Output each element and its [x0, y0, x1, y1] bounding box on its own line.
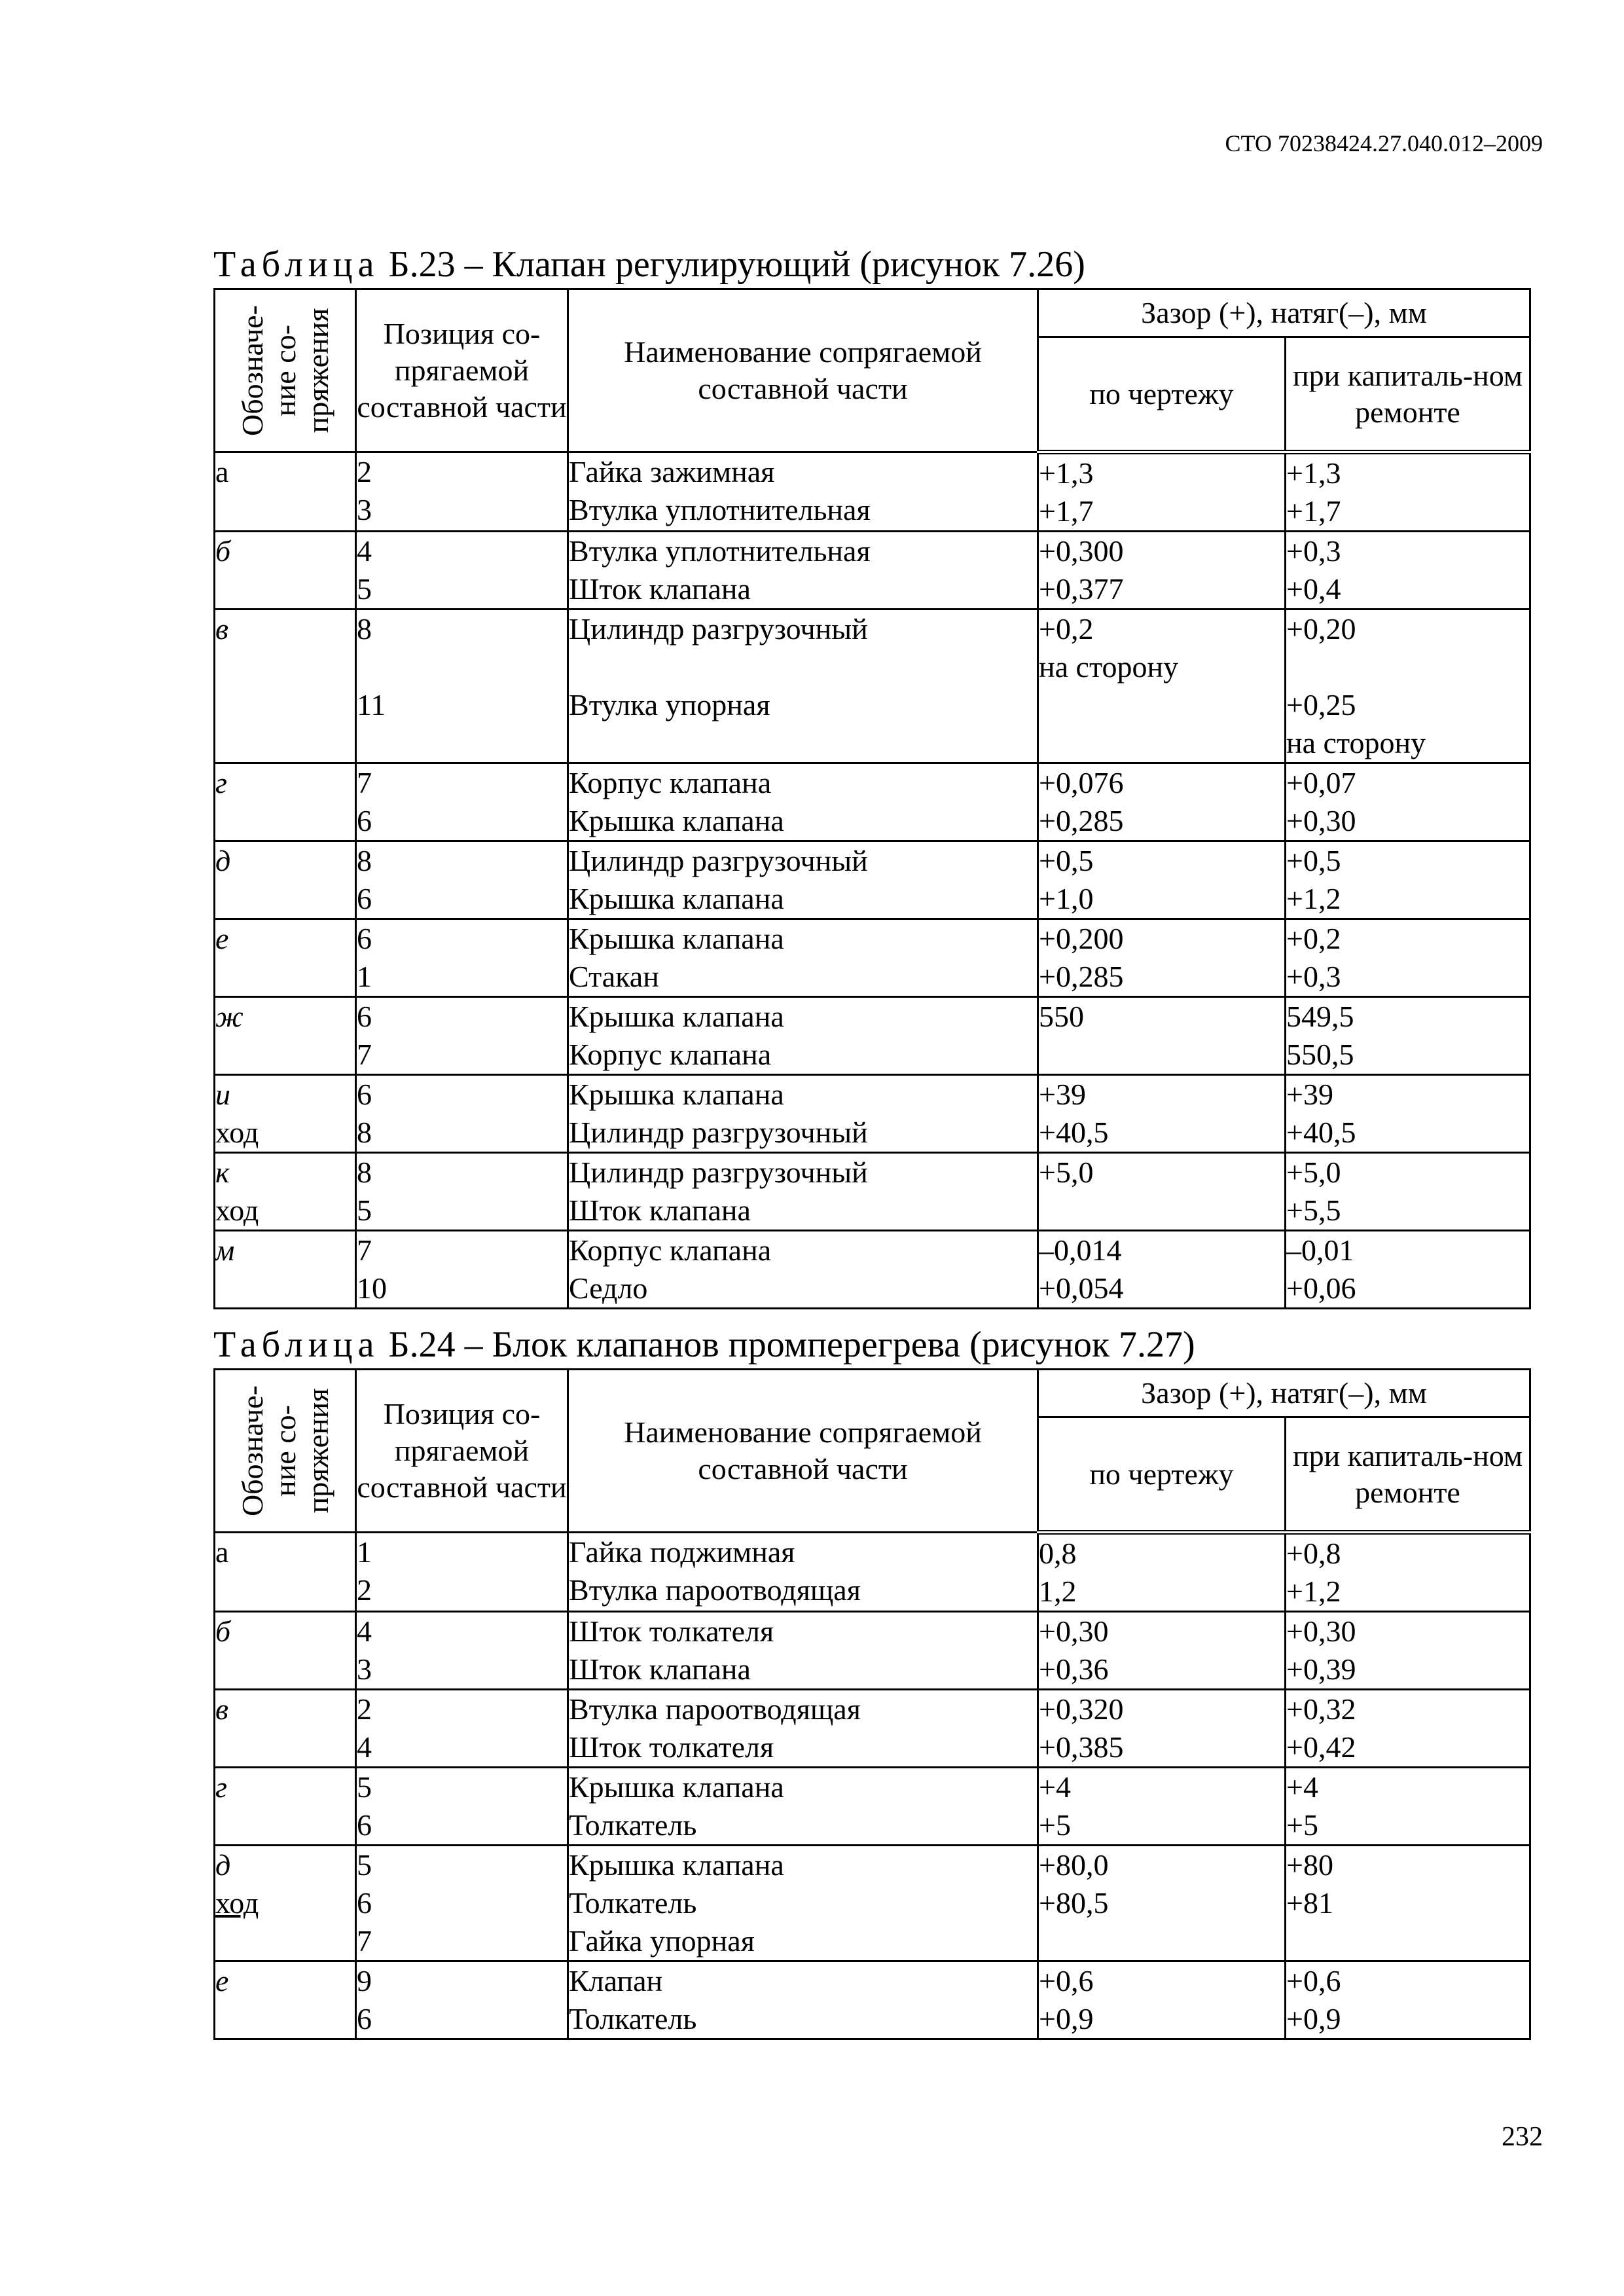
designation-cell — [215, 1846, 356, 1961]
drawing-value-cell — [1038, 452, 1286, 532]
overhaul-value-cell — [1286, 610, 1530, 763]
position-line: 5 — [357, 572, 372, 606]
overhaul-value-cell — [1286, 1075, 1530, 1153]
part-name-cell — [568, 841, 1038, 919]
header-gap: Зазор (+), натяг(–), мм — [1038, 1370, 1530, 1417]
table-row — [215, 1690, 1530, 1768]
part-name-cell — [568, 1612, 1038, 1690]
part-name-cell — [568, 763, 1038, 841]
drawing-value-line: 550 — [1039, 1000, 1084, 1033]
overhaul-value-line: –0,01 — [1286, 1233, 1354, 1267]
designation-letter: б — [215, 1614, 231, 1648]
part-name-cell — [568, 610, 1038, 763]
overhaul-value-line — [1286, 648, 1529, 686]
part-name-line: Толкатель — [569, 2002, 697, 2035]
drawing-value-line: +0,054 — [1039, 1271, 1124, 1305]
position-cell — [356, 1612, 568, 1690]
table-b24 — [213, 1368, 1531, 2040]
designation-cell — [215, 1153, 356, 1231]
position-line: 6 — [357, 804, 372, 837]
position-line: 6 — [357, 882, 372, 915]
drawing-value-line: +0,9 — [1039, 2002, 1094, 2035]
overhaul-value-cell — [1286, 1231, 1530, 1309]
designation-letter: г — [215, 1770, 227, 1804]
position-cell — [356, 610, 568, 763]
drawing-value-line: +0,285 — [1039, 804, 1124, 837]
overhaul-value-line: +1,2 — [1286, 882, 1341, 915]
overhaul-value-line: +0,5 — [1286, 844, 1341, 877]
position-line: 11 — [357, 688, 386, 721]
part-name-line: Корпус клапана — [569, 1038, 772, 1071]
part-name-line: Корпус клапана — [569, 766, 772, 799]
designation-cell — [215, 841, 356, 919]
part-name-line: Толкатель — [569, 1886, 697, 1920]
part-name-cell — [568, 997, 1038, 1075]
table-row — [215, 1961, 1530, 2039]
part-name-line: Клапан — [569, 1964, 663, 1997]
part-name-line: Седло — [569, 1271, 648, 1305]
overhaul-value-line: +0,6 — [1286, 1964, 1341, 1997]
position-line: 8 — [357, 612, 372, 646]
designation-letter: в — [215, 612, 228, 646]
part-name-line: Втулка уплотнительная — [569, 534, 871, 568]
position-line: 8 — [357, 1156, 372, 1189]
drawing-value-line: +39 — [1039, 1078, 1086, 1111]
position-line: 3 — [357, 1652, 372, 1686]
part-name-line: Крышка клапана — [569, 922, 784, 955]
part-name-cell — [568, 919, 1038, 997]
overhaul-value-line: +0,3 — [1286, 960, 1341, 993]
drawing-value-line: +1,7 — [1039, 494, 1094, 528]
drawing-value-line: +0,200 — [1039, 922, 1124, 955]
overhaul-value-line: +0,42 — [1286, 1730, 1356, 1764]
designation-cell — [215, 1961, 356, 2039]
drawing-value-line: +0,285 — [1039, 960, 1124, 993]
overhaul-value-cell — [1286, 997, 1530, 1075]
table-row — [215, 1153, 1530, 1231]
overhaul-value-line: +0,06 — [1286, 1271, 1356, 1305]
position-line: 5 — [357, 1848, 372, 1882]
table-row — [215, 532, 1530, 610]
part-name-line: Крышка клапана — [569, 804, 784, 837]
drawing-value-line: +0,385 — [1039, 1730, 1124, 1764]
drawing-value-line: +4 — [1039, 1770, 1071, 1804]
drawing-value-line: 1,2 — [1039, 1575, 1077, 1608]
overhaul-value-line: +5,5 — [1286, 1194, 1341, 1227]
position-cell — [356, 919, 568, 997]
drawing-value-line: +40,5 — [1039, 1116, 1109, 1149]
position-cell — [356, 1690, 568, 1768]
header-designation: Обозначе-ние со-пряжения — [215, 289, 356, 452]
designation-letter: д — [215, 1848, 231, 1882]
overhaul-value-cell — [1286, 1768, 1530, 1846]
overhaul-value-line: +0,20 — [1286, 612, 1356, 646]
header-by-drawing: по чертежу — [1038, 337, 1286, 452]
part-name-line: Втулка уплотнительная — [569, 493, 871, 526]
part-name-line: Цилиндр разгрузочный — [569, 844, 868, 877]
designation-letter: в — [215, 1692, 228, 1726]
overhaul-value-line: +5,0 — [1286, 1156, 1341, 1189]
part-name-line: Корпус клапана — [569, 1233, 772, 1267]
drawing-value-cell — [1038, 1961, 1286, 2039]
part-name-line: Цилиндр разгрузочный — [569, 1156, 868, 1189]
drawing-value-line: +0,300 — [1039, 534, 1124, 568]
drawing-value-line: +1,3 — [1039, 456, 1094, 490]
header-position: Позиция со-прягаемой составной части — [356, 289, 568, 452]
position-line: 6 — [357, 1000, 372, 1033]
overhaul-value-line: +0,3 — [1286, 534, 1341, 568]
drawing-value-cell — [1038, 1612, 1286, 1690]
designation-cell — [215, 1533, 356, 1612]
table-row — [215, 1231, 1530, 1309]
designation-letter: д — [215, 844, 231, 877]
overhaul-value-line: +0,07 — [1286, 766, 1356, 799]
table-b24-caption-prefix: Таблица — [213, 1324, 380, 1365]
drawing-value-line: +0,6 — [1039, 1964, 1094, 1997]
drawing-value-line: на сторону — [1039, 650, 1179, 683]
position-line: 6 — [357, 1886, 372, 1920]
part-name-line: Гайка поджимная — [569, 1535, 795, 1569]
part-name-line: Цилиндр разгрузочный — [569, 612, 868, 646]
header-position: Позиция со-прягаемой составной части — [356, 1370, 568, 1533]
overhaul-value-line — [1286, 1922, 1529, 1960]
position-line: 3 — [357, 493, 372, 526]
part-name-line: Шток клапана — [569, 1652, 751, 1686]
position-cell — [356, 1846, 568, 1961]
page-number: 232 — [1502, 2122, 1543, 2152]
drawing-value-cell — [1038, 1533, 1286, 1612]
overhaul-value-line: +0,25 — [1286, 688, 1356, 721]
position-line: 10 — [357, 1271, 387, 1305]
part-name-line: Толкатель — [569, 1808, 697, 1842]
designation-letter: м — [215, 1233, 235, 1267]
position-line: 9 — [357, 1964, 372, 1997]
drawing-value-cell — [1038, 610, 1286, 763]
position-line: 4 — [357, 1730, 372, 1764]
designation-cell — [215, 997, 356, 1075]
overhaul-value-cell — [1286, 1533, 1530, 1612]
overhaul-value-line: +81 — [1286, 1886, 1333, 1920]
designation-letter: б — [215, 534, 231, 568]
overhaul-value-line: +5 — [1286, 1808, 1318, 1842]
position-line — [357, 724, 567, 762]
part-name-line: Гайка упорная — [569, 1924, 755, 1958]
position-line: 8 — [357, 1116, 372, 1149]
drawing-value-line: +0,30 — [1039, 1614, 1109, 1648]
part-name-line: Стакан — [569, 960, 659, 993]
designation-letter: е — [215, 1964, 229, 1997]
table-b24-caption-text: Б.24 – Блок клапанов промперегрева (рисунок 7.27) — [379, 1324, 1195, 1365]
part-name-cell — [568, 452, 1038, 532]
table-b23 — [213, 288, 1531, 1309]
drawing-value-cell — [1038, 1846, 1286, 1961]
overhaul-value-line: +0,30 — [1286, 1614, 1356, 1648]
designation-cell — [215, 919, 356, 997]
overhaul-value-line: +0,9 — [1286, 2002, 1341, 2035]
drawing-value-line: +0,36 — [1039, 1652, 1109, 1686]
table-row — [215, 997, 1530, 1075]
drawing-value-line: +0,2 — [1039, 612, 1094, 646]
drawing-value-line: +0,076 — [1039, 766, 1124, 799]
position-line: 8 — [357, 844, 372, 877]
part-name-line: Крышка клапана — [569, 1000, 784, 1033]
position-line: 7 — [357, 1924, 372, 1958]
overhaul-value-cell — [1286, 1690, 1530, 1768]
position-line: 1 — [357, 1535, 372, 1569]
drawing-value-cell — [1038, 1153, 1286, 1231]
overhaul-value-line: +0,39 — [1286, 1652, 1356, 1686]
designation-cell — [215, 1231, 356, 1309]
drawing-value-cell — [1038, 1768, 1286, 1846]
position-cell — [356, 763, 568, 841]
drawing-value-cell — [1038, 1690, 1286, 1768]
overhaul-value-line: +4 — [1286, 1770, 1318, 1804]
drawing-value-line — [1039, 1922, 1284, 1960]
overhaul-value-cell — [1286, 1612, 1530, 1690]
drawing-value-line — [1039, 1036, 1284, 1074]
position-cell — [356, 1153, 568, 1231]
header-designation: Обозначе-ние со-пряжения — [215, 1370, 356, 1533]
overhaul-value-line: +0,4 — [1286, 572, 1341, 606]
position-line — [357, 648, 567, 686]
position-line: 1 — [357, 960, 372, 993]
designation-stroke-label: ход — [215, 1886, 259, 1920]
table-row — [215, 1768, 1530, 1846]
table-row — [215, 1075, 1530, 1153]
position-line: 5 — [357, 1770, 372, 1804]
drawing-value-line: +5 — [1039, 1808, 1071, 1842]
position-cell — [356, 452, 568, 532]
part-name-cell — [568, 1846, 1038, 1961]
position-line: 7 — [357, 1233, 372, 1267]
overhaul-value-cell — [1286, 1153, 1530, 1231]
position-line: 2 — [357, 1692, 372, 1726]
designation-cell — [215, 452, 356, 532]
table-row — [215, 919, 1530, 997]
position-cell — [356, 1533, 568, 1612]
part-name-line: Крышка клапана — [569, 882, 784, 915]
designation-stroke-label: ход — [215, 1194, 259, 1227]
position-cell — [356, 841, 568, 919]
designation-cell — [215, 1075, 356, 1153]
part-name-line: Шток клапана — [569, 572, 751, 606]
designation-letter: и — [215, 1078, 230, 1111]
header-name: Наименование сопрягаемой составной части — [568, 1370, 1038, 1533]
table-row — [215, 1612, 1530, 1690]
overhaul-value-line: +39 — [1286, 1078, 1333, 1111]
part-name-line: Гайка зажимная — [569, 455, 775, 488]
overhaul-value-cell — [1286, 452, 1530, 532]
overhaul-value-cell — [1286, 763, 1530, 841]
drawing-value-cell — [1038, 919, 1286, 997]
table-row — [215, 763, 1530, 841]
drawing-value-line: +80,0 — [1039, 1848, 1109, 1882]
part-name-line: Втулка пароотводящая — [569, 1573, 861, 1607]
designation-cell — [215, 763, 356, 841]
overhaul-value-line: +80 — [1286, 1848, 1333, 1882]
part-name-cell — [568, 1768, 1038, 1846]
position-line: 7 — [357, 766, 372, 799]
designation-letter: а — [215, 1535, 229, 1569]
drawing-value-cell — [1038, 1075, 1286, 1153]
position-line: 6 — [357, 1078, 372, 1111]
part-name-cell — [568, 1533, 1038, 1612]
drawing-value-line: +80,5 — [1039, 1886, 1109, 1920]
overhaul-value-line: 549,5 — [1286, 1000, 1354, 1033]
position-line: 2 — [357, 1573, 372, 1607]
table-b23-caption — [213, 244, 1085, 285]
designation-cell — [215, 1768, 356, 1846]
part-name-line: Цилиндр разгрузочный — [569, 1116, 868, 1149]
header-gap: Зазор (+), натяг(–), мм — [1038, 289, 1530, 337]
part-name-line: Крышка клапана — [569, 1078, 784, 1111]
table-row — [215, 841, 1530, 919]
position-line: 4 — [357, 534, 372, 568]
part-name-cell — [568, 1153, 1038, 1231]
table-row — [215, 610, 1530, 763]
drawing-value-line: +5,0 — [1039, 1156, 1094, 1189]
part-name-line: Шток толкателя — [569, 1730, 774, 1764]
designation-letter: а — [215, 455, 229, 488]
table-row — [215, 1846, 1530, 1961]
part-name-cell — [568, 1690, 1038, 1768]
part-name-cell — [568, 1231, 1038, 1309]
part-name-line: Крышка клапана — [569, 1848, 784, 1882]
overhaul-value-line: +1,3 — [1286, 456, 1341, 490]
drawing-value-cell — [1038, 1231, 1286, 1309]
table-b23-caption-prefix: Таблица — [213, 244, 380, 285]
designation-letter: г — [215, 766, 227, 799]
position-line: 7 — [357, 1038, 372, 1071]
table-row — [215, 452, 1530, 532]
overhaul-value-cell — [1286, 841, 1530, 919]
part-name-cell — [568, 532, 1038, 610]
table-row — [215, 1533, 1530, 1612]
drawing-value-line: 0,8 — [1039, 1537, 1077, 1570]
part-name-line: Втулка пароотводящая — [569, 1692, 861, 1726]
designation-cell — [215, 532, 356, 610]
designation-stroke-label: ход — [215, 1116, 259, 1149]
overhaul-value-line: +1,2 — [1286, 1575, 1341, 1608]
position-line: 6 — [357, 2002, 372, 2035]
table-b24-caption — [213, 1324, 1195, 1366]
part-name-line: Втулка упорная — [569, 688, 770, 721]
designation-cell — [215, 1690, 356, 1768]
drawing-value-cell — [1038, 763, 1286, 841]
overhaul-value-line: +1,7 — [1286, 494, 1341, 528]
overhaul-value-cell — [1286, 1961, 1530, 2039]
drawing-value-line — [1039, 724, 1284, 762]
header-by-drawing: по чертежу — [1038, 1417, 1286, 1533]
position-cell — [356, 1231, 568, 1309]
position-line: 2 — [357, 455, 372, 488]
position-line: 4 — [357, 1614, 372, 1648]
overhaul-value-cell — [1286, 1846, 1530, 1961]
table-b23-caption-text: Б.23 – Клапан регулирующий (рисунок 7.26) — [379, 244, 1085, 285]
part-name-line — [569, 724, 1037, 762]
document-code: СТО 70238424.27.040.012–2009 — [1225, 130, 1543, 156]
header-overhaul: при капиталь-ном ремонте — [1286, 1417, 1530, 1533]
overhaul-value-line: на сторону — [1286, 726, 1426, 759]
overhaul-value-line: +0,2 — [1286, 922, 1341, 955]
overhaul-value-line: +0,8 — [1286, 1537, 1341, 1570]
drawing-value-cell — [1038, 841, 1286, 919]
drawing-value-line: –0,014 — [1039, 1233, 1122, 1267]
part-name-cell — [568, 1961, 1038, 2039]
overhaul-value-cell — [1286, 919, 1530, 997]
position-line: 5 — [357, 1194, 372, 1227]
part-name-line — [569, 648, 1037, 686]
part-name-cell — [568, 1075, 1038, 1153]
part-name-line: Шток толкателя — [569, 1614, 774, 1648]
designation-cell — [215, 1612, 356, 1690]
header-name: Наименование сопрягаемой составной части — [568, 289, 1038, 452]
position-line: 6 — [357, 922, 372, 955]
position-cell — [356, 532, 568, 610]
position-cell — [356, 1768, 568, 1846]
position-cell — [356, 1961, 568, 2039]
drawing-value-line: +0,5 — [1039, 844, 1094, 877]
designation-letter: е — [215, 922, 229, 955]
designation-letter: к — [215, 1156, 230, 1189]
position-cell — [356, 1075, 568, 1153]
drawing-value-cell — [1038, 997, 1286, 1075]
part-name-line: Крышка клапана — [569, 1770, 784, 1804]
drawing-value-line: +0,320 — [1039, 1692, 1124, 1726]
part-name-line: Шток клапана — [569, 1194, 751, 1227]
drawing-value-cell — [1038, 532, 1286, 610]
overhaul-value-line: 550,5 — [1286, 1038, 1354, 1071]
drawing-value-line — [1039, 686, 1284, 724]
drawing-value-line: +0,377 — [1039, 572, 1124, 606]
overhaul-value-cell — [1286, 532, 1530, 610]
header-overhaul: при капиталь-ном ремонте — [1286, 337, 1530, 452]
designation-cell — [215, 610, 356, 763]
drawing-value-line: +1,0 — [1039, 882, 1094, 915]
position-cell — [356, 997, 568, 1075]
designation-letter: ж — [215, 1000, 244, 1033]
overhaul-value-line: +0,30 — [1286, 804, 1356, 837]
drawing-value-line — [1039, 1192, 1284, 1230]
overhaul-value-line: +0,32 — [1286, 1692, 1356, 1726]
position-line: 6 — [357, 1808, 372, 1842]
overhaul-value-line: +40,5 — [1286, 1116, 1356, 1149]
